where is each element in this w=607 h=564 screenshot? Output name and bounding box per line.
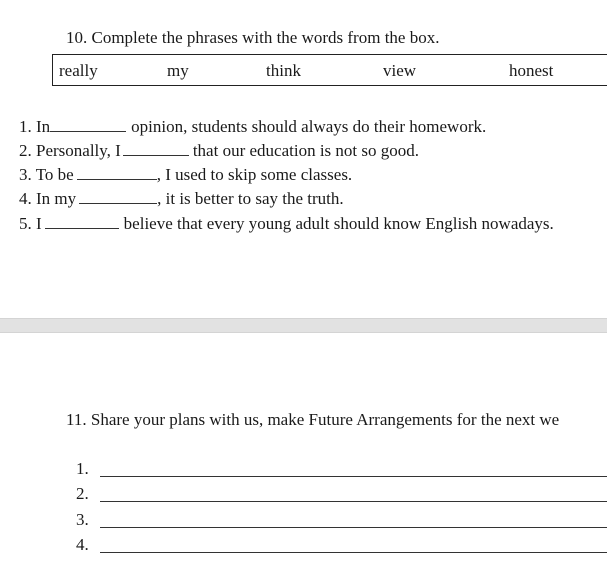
item-text-after: , it is better to say the truth. — [157, 189, 344, 208]
item-text-before: I — [36, 214, 42, 233]
exercise-item-1 — [19, 115, 486, 139]
task10-title: 10. Complete the phrases with the words from the box. — [66, 28, 440, 47]
answer-line-number: 3. — [76, 510, 89, 529]
box-word-think: think — [266, 61, 301, 80]
answer-line[interactable] — [100, 552, 607, 553]
answer-blank[interactable] — [77, 165, 157, 180]
item-number: 5. — [19, 214, 32, 233]
exercise-item-2 — [19, 139, 419, 163]
item-text-after: , I used to skip some classes. — [156, 165, 353, 184]
answer-blank[interactable] — [123, 141, 189, 156]
box-word-really: really — [59, 61, 98, 80]
answer-line-number: 4. — [76, 535, 89, 554]
box-word-honest: honest — [509, 61, 554, 80]
word-box — [52, 54, 607, 86]
answer-line-number: 1. — [76, 459, 89, 478]
answer-blank[interactable] — [50, 117, 126, 132]
answer-blank[interactable] — [79, 189, 157, 204]
item-text-after: opinion, students should always do their homework. — [131, 117, 487, 136]
item-text-before: To be — [35, 165, 74, 184]
item-text-before: In my — [36, 189, 77, 208]
answer-line-number: 2. — [76, 484, 89, 503]
box-word-my: my — [167, 61, 189, 80]
answer-blank[interactable] — [45, 214, 119, 229]
exercise-item-5 — [19, 212, 554, 236]
item-text-before: In — [36, 117, 51, 136]
exercise-item-3 — [19, 163, 352, 187]
item-number: 4. — [19, 189, 32, 208]
item-text-before: Personally, I — [36, 141, 121, 160]
exercise-item-4 — [19, 187, 344, 211]
item-number: 1. — [19, 117, 32, 136]
box-word-view: view — [383, 61, 417, 80]
item-text-after: believe that every young adult should know English nowadays. — [123, 214, 554, 233]
task11-title: 11. Share your plans with us, make Future Arrangements for the next we — [66, 410, 560, 429]
answer-line[interactable] — [100, 476, 607, 477]
answer-line[interactable] — [100, 501, 607, 502]
item-text-after: that our education is not so good. — [192, 141, 419, 160]
answer-line[interactable] — [100, 527, 607, 528]
item-number: 3. — [19, 165, 32, 184]
item-number: 2. — [19, 141, 32, 160]
page-divider — [0, 318, 607, 333]
